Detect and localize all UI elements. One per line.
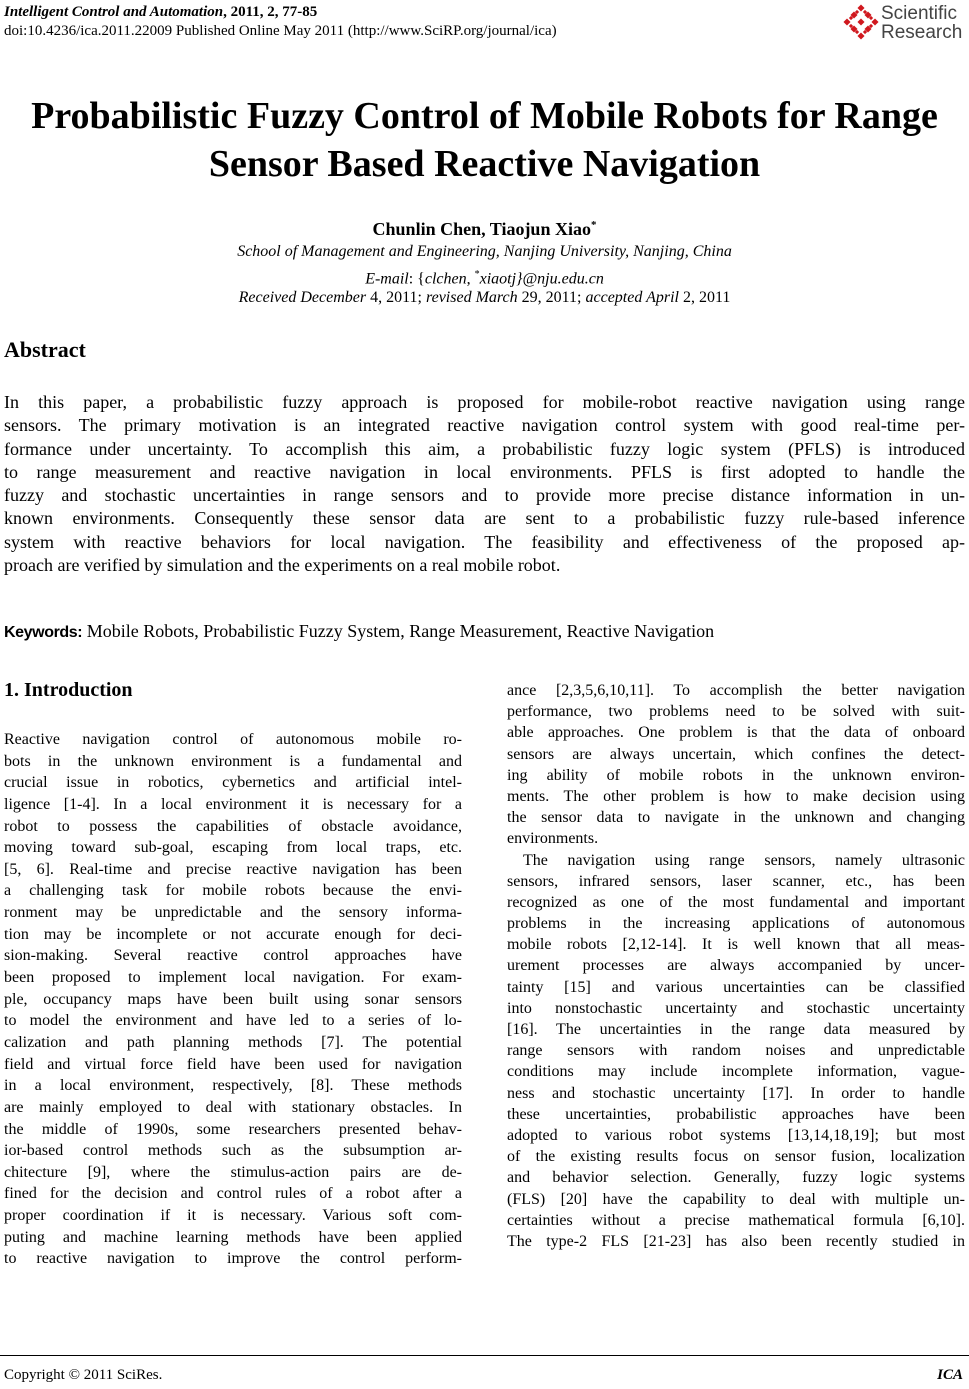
accepted-label: accepted April bbox=[585, 289, 679, 306]
body-line: proper coordination if it is necessary. Various soft com- bbox=[4, 1207, 462, 1225]
body-line: bots in the unknown environment is a fundamental and bbox=[4, 752, 462, 770]
body-line: puting and machine learning methods have been applied bbox=[4, 1228, 462, 1246]
email-sep: : { bbox=[408, 270, 425, 288]
body-line: chitecture [9], where the stimulus-action pairs are de- bbox=[4, 1163, 462, 1181]
body-line: urement processes are always accompanied by uncer- bbox=[507, 957, 965, 975]
left-column bbox=[4, 729, 462, 1270]
body-line: been proposed to implement local navigation. For exam- bbox=[4, 969, 462, 987]
abstract-line: fuzzy and stochastic uncertainties in range sensors and to provide more precise distance information in un- bbox=[4, 485, 965, 506]
affiliation-text: School of Management and Engineering, Nanjing University, Nanjing, China bbox=[237, 243, 732, 260]
body-line: ing ability of mobile robots in the unknown environ- bbox=[507, 766, 965, 784]
logo-square bbox=[871, 18, 878, 25]
body-line: Reactive navigation control of autonomous mobile ro- bbox=[4, 731, 462, 748]
journal-name: Intelligent Control and Automation bbox=[4, 4, 224, 20]
body-line: (FLS) [20] have the capability to deal with multiple un- bbox=[507, 1190, 965, 1208]
body-line: environments. bbox=[507, 830, 599, 848]
keywords-text: Mobile Robots, Probabilistic Fuzzy System, Range Measurement, Reactive Navigation bbox=[82, 621, 715, 641]
body-line: problems in the increasing applications of autonomous bbox=[507, 915, 965, 933]
logo-text-line2: Research bbox=[881, 22, 963, 43]
body-line: The navigation using range sensors, namely ultrasonic bbox=[523, 851, 965, 869]
body-line: ple, occupancy maps have been built using sonar sensors bbox=[4, 990, 462, 1008]
right-column bbox=[507, 680, 965, 1252]
body-line: sensors, infrared sensors, laser scanner, etc., has been bbox=[507, 872, 965, 890]
email-label: E-mail bbox=[365, 270, 409, 288]
revised-date: 29, 2011; bbox=[517, 289, 586, 306]
received-label: Received December bbox=[238, 289, 367, 306]
body-line: to reactive navigation to improve the control perform- bbox=[4, 1250, 462, 1268]
body-line: a challenging task for mobile robots because the envi- bbox=[4, 882, 462, 900]
keywords bbox=[4, 619, 714, 645]
doi-line: doi:10.4236/ica.2011.22009 Published Online May 2011 (http://www.SciRP.org/journal/ica) bbox=[4, 23, 557, 39]
body-line: ness and stochastic uncertainty [17]. In order to handle bbox=[507, 1084, 965, 1102]
email-mark: * bbox=[474, 269, 480, 280]
logo-square bbox=[843, 18, 850, 25]
keywords-label: Keywords: bbox=[4, 624, 83, 641]
body-line: of the existing results focus on sensor fusion, localization bbox=[507, 1148, 965, 1166]
body-line: The type-2 FLS [21-23] has also been recently studied in bbox=[507, 1232, 965, 1250]
body-line: ior-based control methods such as the subsumption ar- bbox=[4, 1142, 462, 1160]
body-line: certainties without a precise mathematical formula [6,10]. bbox=[507, 1211, 965, 1229]
body-line: moving toward sub-goal, escaping from local traps, etc. bbox=[4, 839, 462, 857]
body-line: these uncertainties, probabilistic approaches have been bbox=[507, 1105, 965, 1123]
scientific-research-logo-icon bbox=[843, 4, 879, 40]
body-line: [5, 6]. Real-time and precise reactive navigation has been bbox=[4, 860, 462, 878]
received-date: 4, 2011; bbox=[366, 289, 426, 306]
journal-citation bbox=[4, 3, 557, 22]
body-line: and behavior selection. Generally, fuzzy logic systems bbox=[507, 1169, 965, 1187]
title-line: Probabilistic Fuzzy Control of Mobile Robots for Range bbox=[31, 95, 938, 137]
abstract-line: sensors. The primary motivation is an integrated reactive navigation control system with good real-time per- bbox=[4, 415, 965, 436]
body-line: crucial issue in robotics, cybernetics and artificial intel- bbox=[4, 774, 462, 792]
logo-text-line1: Scientific bbox=[881, 3, 958, 24]
email-second: xiaotj}@nju.edu.cn bbox=[479, 270, 604, 288]
abstract-line: In this paper, a probabilistic fuzzy approach is proposed for mobile-robot reactive navigation using range bbox=[4, 392, 965, 412]
journal-volume-pages: , 2011, 2, 77-85 bbox=[223, 4, 318, 20]
body-line: mobile robots [2,12-14]. It is well known that all meas- bbox=[507, 936, 965, 954]
body-line: tainty [15] and various uncertainties can be classified bbox=[507, 978, 965, 996]
dates-line bbox=[0, 288, 969, 308]
body-line: ronment may be unpredictable and the sensory informa- bbox=[4, 904, 462, 922]
body-line: the middle of 1990s, some researchers presented behav- bbox=[4, 1120, 462, 1138]
accepted-date: 2, 2011 bbox=[678, 289, 731, 306]
abstract-heading: Abstract bbox=[4, 337, 86, 362]
footer-rule bbox=[0, 1355, 969, 1356]
journal-abbrev: ICA bbox=[937, 1367, 963, 1383]
email-comma: , bbox=[466, 270, 475, 288]
abstract-body bbox=[4, 391, 965, 577]
abstract-line: to range measurement and reactive navigation in local environments. PFLS is first adopted to handle the bbox=[4, 461, 965, 482]
author-names: Chunlin Chen, Tiaojun Xiao bbox=[372, 219, 591, 239]
body-line: robot to possess the capabilities of obstacle avoidance, bbox=[4, 817, 462, 835]
author-list bbox=[0, 214, 969, 240]
body-line: are mainly employed to deal with stationary obstacles. In bbox=[4, 1098, 462, 1116]
body-line: recognized as one of the most fundamental and important bbox=[507, 893, 965, 911]
abstract-line: system with reactive behaviors for local navigation. The feasibility and effectiveness of the proposed ap- bbox=[4, 531, 965, 552]
body-line: the sensor data to navigate in the unknown and changing bbox=[507, 809, 965, 827]
logo-square bbox=[857, 4, 864, 11]
body-line: tion may be incomplete or not accurate enough for deci- bbox=[4, 925, 462, 943]
logo-square bbox=[857, 32, 864, 39]
corresponding-author-mark: * bbox=[590, 219, 597, 231]
email-first: clchen bbox=[424, 270, 467, 288]
body-line: performance, two problems need to be solved with suit- bbox=[507, 703, 965, 721]
body-line: into nonstochastic uncertainty and stochastic uncertainty bbox=[507, 999, 965, 1017]
logo-square bbox=[857, 18, 864, 25]
title-line: Sensor Based Reactive Navigation bbox=[208, 143, 761, 185]
body-line: ments. The other problem is how to make decision using bbox=[507, 787, 965, 805]
body-line: in a local environment, respectively, [8]. These methods bbox=[4, 1077, 462, 1095]
abstract-line: proach are verified by simulation and the experiments on a real mobile robot. bbox=[4, 555, 561, 576]
copyright: Copyright © 2011 SciRes. bbox=[4, 1367, 163, 1383]
revised-label: revised March bbox=[425, 289, 518, 306]
body-line: adopted to various robot systems [13,14,18,19]; but most bbox=[507, 1126, 965, 1144]
section-heading: 1. Introduction bbox=[4, 679, 133, 701]
body-line: fined for the decision and control rules of a robot after a bbox=[4, 1185, 462, 1203]
body-line: sion-making. Several reactive control approaches have bbox=[4, 947, 462, 965]
affiliation bbox=[0, 242, 969, 262]
email-line bbox=[0, 265, 969, 289]
abstract-line: formance under uncertainty. To accomplish this aim, a probabilistic fuzzy logic system (PFLS) is introduced bbox=[4, 438, 965, 459]
body-line: field and virtual force field have been used for navigation bbox=[4, 1055, 462, 1073]
paper-title bbox=[0, 92, 969, 188]
journal-header bbox=[4, 3, 557, 41]
body-line: ligence [1-4]. In a local environment it is necessary for a bbox=[4, 795, 462, 813]
body-line: conditions may include incomplete information, vague- bbox=[507, 1063, 965, 1081]
body-line: calization and path planning methods [7]. The potential bbox=[4, 1033, 462, 1051]
body-line: range sensors with random noises and unpredictable bbox=[507, 1042, 965, 1060]
body-line: [16]. The uncertainties in the range data measured by bbox=[507, 1021, 965, 1038]
body-line: able approaches. One problem is that the data of onboard bbox=[507, 724, 965, 742]
publisher-logo bbox=[843, 2, 963, 44]
body-line: sensors are always uncertain, which confines the detect- bbox=[507, 745, 965, 763]
abstract-line: known environments. Consequently these sensor data are sent to a probabilistic fuzzy rule-based inference bbox=[4, 508, 965, 529]
body-line: ance [2,3,5,6,10,11]. To accomplish the better navigation bbox=[507, 682, 965, 699]
body-line: to model the environment and have led to a series of lo- bbox=[4, 1012, 462, 1030]
